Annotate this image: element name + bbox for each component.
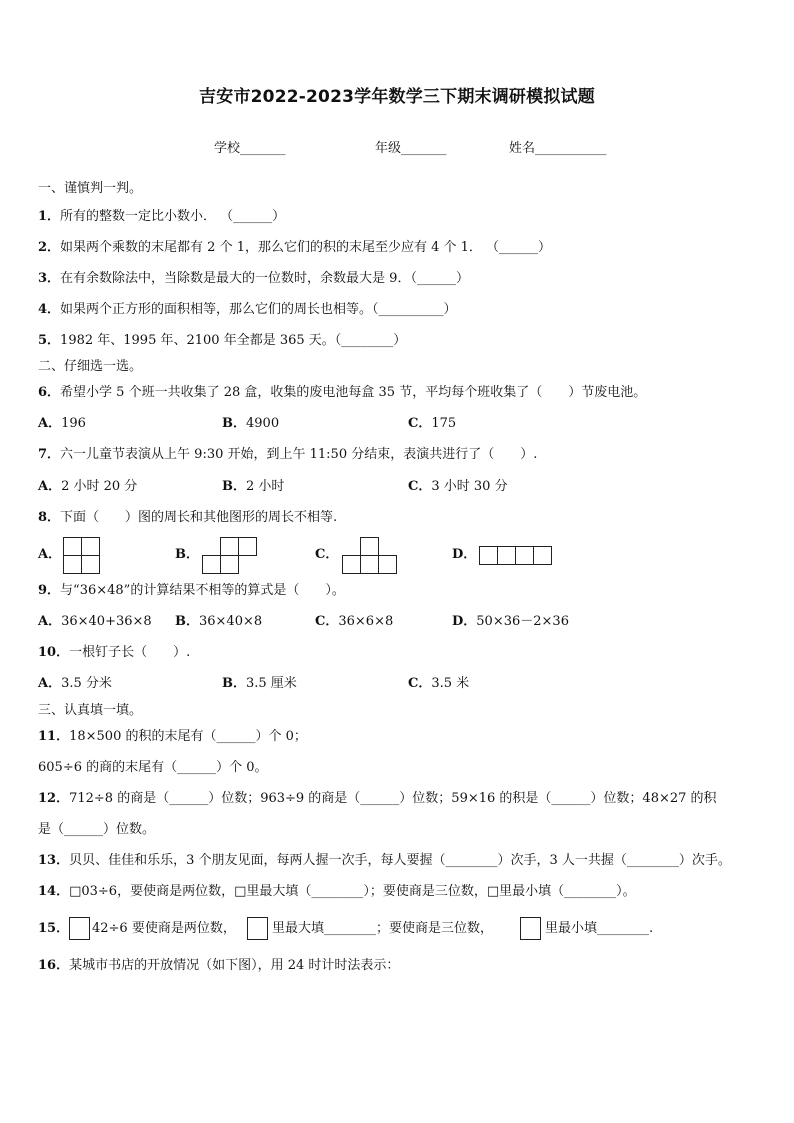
question-6 xyxy=(38,385,646,401)
option-text: 36×40+36×8 xyxy=(61,614,152,629)
option-b[interactable] xyxy=(222,416,279,432)
question-number: 16． xyxy=(38,958,70,973)
name-field[interactable]: 姓名___________ xyxy=(509,141,607,156)
shape-a-figure xyxy=(63,537,103,575)
question-text: 贝贝、佳佳和乐乐，3 个朋友见面，每两人握一次手，每人要握（________）次手，3 人一共握（________）次手。 xyxy=(69,853,731,868)
question-15-part-c: 里最小填________. xyxy=(545,921,654,936)
option-text: 36×40×8 xyxy=(199,614,263,629)
option-letter: A． xyxy=(38,547,62,562)
question-number: 2． xyxy=(38,240,61,255)
option-letter: A． xyxy=(38,676,62,691)
question-13 xyxy=(38,853,731,869)
option-a[interactable] xyxy=(38,547,61,563)
option-text: 36×6×8 xyxy=(338,614,394,629)
question-number: 12． xyxy=(38,791,70,806)
question-text: 1982 年、1995 年、2100 年全都是 365 天。（________） xyxy=(60,333,407,348)
option-a[interactable] xyxy=(38,676,112,692)
question-5 xyxy=(38,333,406,349)
question-10 xyxy=(38,645,190,661)
question-text: 18×500 的积的末尾有（______）个 0； xyxy=(69,729,307,744)
question-text: 与“36×48”的计算结果不相等的算式是（ ）。 xyxy=(60,583,345,598)
question-text: 某城市书店的开放情况（如下图），用 24 时计时法表示： xyxy=(69,958,400,973)
shape-b-figure xyxy=(202,537,260,575)
option-text: 175 xyxy=(431,416,457,431)
option-letter: A． xyxy=(38,614,62,629)
option-c[interactable] xyxy=(315,547,338,563)
question-text: 六一儿童节表演从上午 9:30 开始，到上午 11:50 分结束，表演共进行了（ ）. xyxy=(60,447,538,462)
shape-c-figure xyxy=(342,537,400,575)
question-number: 4． xyxy=(38,302,61,317)
option-d[interactable] xyxy=(452,614,569,630)
option-a[interactable] xyxy=(38,416,86,432)
option-text: 196 xyxy=(61,416,86,431)
question-number: 11． xyxy=(38,729,70,744)
option-a[interactable] xyxy=(38,479,137,495)
question-16 xyxy=(38,958,399,974)
blank-box[interactable] xyxy=(520,917,541,940)
question-number: 6． xyxy=(38,385,61,400)
option-b[interactable] xyxy=(222,479,284,495)
option-c[interactable] xyxy=(408,416,456,432)
question-number: 5． xyxy=(38,333,61,348)
option-text: 2 小时 xyxy=(246,479,285,494)
grade-field[interactable]: 年级_______ xyxy=(375,141,447,156)
option-text: 50×36－2×36 xyxy=(476,614,569,629)
question-text: 如果两个正方形的面积相等，那么它们的周长也相等。（__________） xyxy=(60,302,457,317)
option-d[interactable] xyxy=(452,547,476,563)
question-text: 712÷8 的商是（______）位数；963÷9 的商是（______）位数；59×16 的积是（______）位数；48×27 的积 xyxy=(69,791,717,806)
option-text: 2 小时 20 分 xyxy=(61,479,138,494)
question-7 xyxy=(38,447,537,463)
question-15-part-a: 42÷6 要使商是两位数， xyxy=(92,921,236,936)
question-text: 如果两个乘数的末尾都有 2 个 1，那么它们的积的末尾至少应有 4 个 1． （______） xyxy=(60,240,552,255)
question-15-part-b: 里最大填________；要使商是三位数， xyxy=(272,921,494,936)
option-c[interactable] xyxy=(408,676,469,692)
option-letter: A． xyxy=(38,416,62,431)
option-b[interactable] xyxy=(222,676,297,692)
question-number: 13． xyxy=(38,853,70,868)
question-number: 7． xyxy=(38,447,61,462)
question-number: 1． xyxy=(38,209,61,224)
option-letter: C． xyxy=(315,614,339,629)
option-text: 3.5 厘米 xyxy=(246,676,297,691)
question-text: 在有余数除法中，当除数是最大的一位数时，余数最大是 9．（______） xyxy=(60,271,469,286)
blank-box[interactable] xyxy=(69,917,90,940)
option-letter: C． xyxy=(408,416,432,431)
option-b[interactable] xyxy=(175,547,199,563)
question-11-line-2: 605÷6 的商的末尾有（______）个 0。 xyxy=(38,760,268,775)
option-b[interactable] xyxy=(175,614,262,630)
question-11 xyxy=(38,729,307,745)
section-2-heading: 二、仔细选一选。 xyxy=(38,359,143,374)
section-3-heading: 三、认真填一填。 xyxy=(38,703,143,718)
option-text: 4900 xyxy=(246,416,280,431)
option-letter: C． xyxy=(408,479,432,494)
question-text: 一根钉子长（ ）. xyxy=(69,645,191,660)
question-12 xyxy=(38,791,717,807)
question-number: 14． xyxy=(38,884,70,899)
question-9 xyxy=(38,583,345,599)
page-title: 吉安市2022-2023学年数学三下期末调研模拟试题 xyxy=(199,87,595,107)
question-number: 3． xyxy=(38,271,61,286)
blank-box[interactable] xyxy=(247,917,268,940)
question-number: 9． xyxy=(38,583,61,598)
question-text: 所有的整数一定比小数小． （______） xyxy=(60,209,286,224)
question-8 xyxy=(38,510,337,526)
question-14 xyxy=(38,884,636,900)
option-letter: C． xyxy=(315,547,339,562)
question-3 xyxy=(38,271,469,287)
question-number: 8． xyxy=(38,510,61,525)
option-letter: B． xyxy=(222,416,246,431)
option-text: 3.5 米 xyxy=(431,676,470,691)
option-text: 3.5 分米 xyxy=(61,676,112,691)
option-letter: D． xyxy=(452,614,477,629)
question-text: 希望小学 5 个班一共收集了 28 盒，收集的废电池每盒 35 节，平均每个班收集了（ ）节废电池。 xyxy=(60,385,647,400)
option-letter: C． xyxy=(408,676,432,691)
question-text: □03÷6，要使商是两位数，□里最大填（________）；要使商是三位数，□里最小填（________）。 xyxy=(69,884,636,899)
option-letter: B． xyxy=(175,614,199,629)
option-letter: D． xyxy=(452,547,477,562)
question-number: 15． xyxy=(38,921,70,936)
question-number: 10． xyxy=(38,645,70,660)
option-letter: A． xyxy=(38,479,62,494)
option-text: 3 小时 30 分 xyxy=(431,479,508,494)
option-a[interactable] xyxy=(38,614,152,630)
option-c[interactable] xyxy=(408,479,508,495)
option-letter: B． xyxy=(175,547,199,562)
option-letter: B． xyxy=(222,479,246,494)
question-2 xyxy=(38,240,551,256)
option-letter: B． xyxy=(222,676,246,691)
section-1-heading: 一、谨慎判一判。 xyxy=(38,181,143,196)
option-c[interactable] xyxy=(315,614,393,630)
question-4 xyxy=(38,302,457,318)
school-field[interactable]: 学校_______ xyxy=(214,141,286,156)
question-1 xyxy=(38,209,285,225)
question-text: 下面（ ）图的周长和其他图形的周长不相等. xyxy=(60,510,338,525)
question-12-line-2: 是（______）位数。 xyxy=(38,822,156,837)
shape-d-figure xyxy=(479,546,555,568)
